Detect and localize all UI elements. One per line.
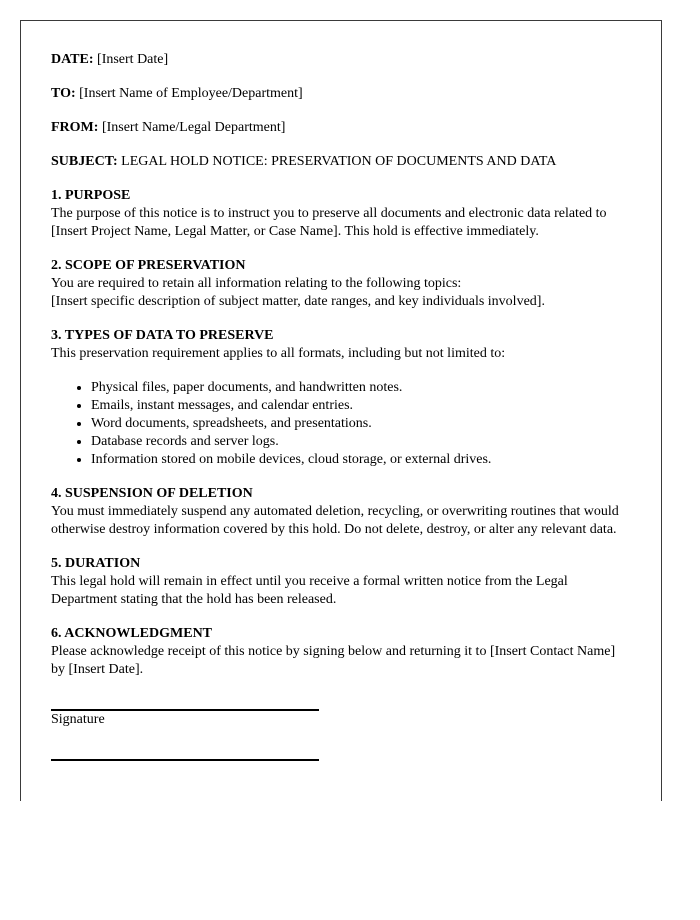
date-signature-line (51, 759, 319, 761)
section-suspension-body: You must immediately suspend any automated deletion, recycling, or overwriting routines that would otherwise destroy information covered by this hold. Do not delete, destroy, or alter any relevant data. (51, 504, 619, 537)
section-duration (51, 555, 631, 609)
meta-line-date (51, 51, 631, 69)
section-scope (51, 257, 631, 311)
subject-label: SUBJECT: (51, 154, 118, 169)
section-scope-line-2: [Insert specific description of subject matter, date ranges, and key individuals involved]. (51, 294, 545, 309)
section-acknowledgment-body: Please acknowledge receipt of this notice by signing below and returning it to [Insert Contact Name] by [Insert Date]. (51, 644, 616, 677)
date-label: DATE: (51, 52, 94, 67)
meta-line-subject (51, 153, 631, 171)
list-item: • Database records and server logs. (91, 433, 631, 451)
section-duration-body: This legal hold will remain in effect until you receive a formal written notice from the Legal Department stating that the hold has been released. (51, 574, 568, 607)
to-label: TO: (51, 86, 76, 101)
meta-line-to (51, 85, 631, 103)
to-value: [Insert Name of Employee/Department] (79, 86, 303, 101)
list-item: • Information stored on mobile devices, cloud storage, or external drives. (91, 451, 631, 469)
section-data-types-heading: 3. TYPES OF DATA TO PRESERVE (51, 328, 274, 343)
section-suspension (51, 485, 631, 539)
from-label: FROM: (51, 120, 99, 135)
section-suspension-heading: 4. SUSPENSION OF DELETION (51, 486, 253, 501)
section-scope-heading: 2. SCOPE OF PRESERVATION (51, 258, 246, 273)
from-value: [Insert Name/Legal Department] (101, 120, 286, 135)
section-duration-heading: 5. DURATION (51, 556, 141, 571)
signature-label: Signature (51, 712, 105, 727)
section-purpose-heading: 1. PURPOSE (51, 188, 131, 203)
date-value: [Insert Date] (97, 52, 169, 67)
section-data-types (51, 327, 631, 363)
meta-line-from (51, 119, 631, 137)
section-acknowledgment (51, 625, 631, 679)
document-page (20, 20, 662, 801)
list-item: • Word documents, spreadsheets, and presentations. (91, 415, 631, 433)
list-item: • Physical files, paper documents, and handwritten notes. (91, 379, 631, 397)
section-purpose-body: The purpose of this notice is to instruct you to preserve all documents and electronic data related to [Insert Project Name, Legal Matter, or Case Name]. This hold is effective immediately. (51, 206, 607, 239)
section-acknowledgment-heading: 6. ACKNOWLEDGMENT (51, 626, 213, 641)
section-data-types-intro: This preservation requirement applies to all formats, including but not limited to: (51, 346, 506, 361)
list-item: • Emails, instant messages, and calendar entries. (91, 397, 631, 415)
section-scope-line-1: You are required to retain all information relating to the following topics: (51, 276, 462, 291)
subject-value: LEGAL HOLD NOTICE: PRESERVATION OF DOCUMENTS AND DATA (121, 154, 557, 169)
preserve-list (51, 379, 631, 469)
section-purpose (51, 187, 631, 241)
